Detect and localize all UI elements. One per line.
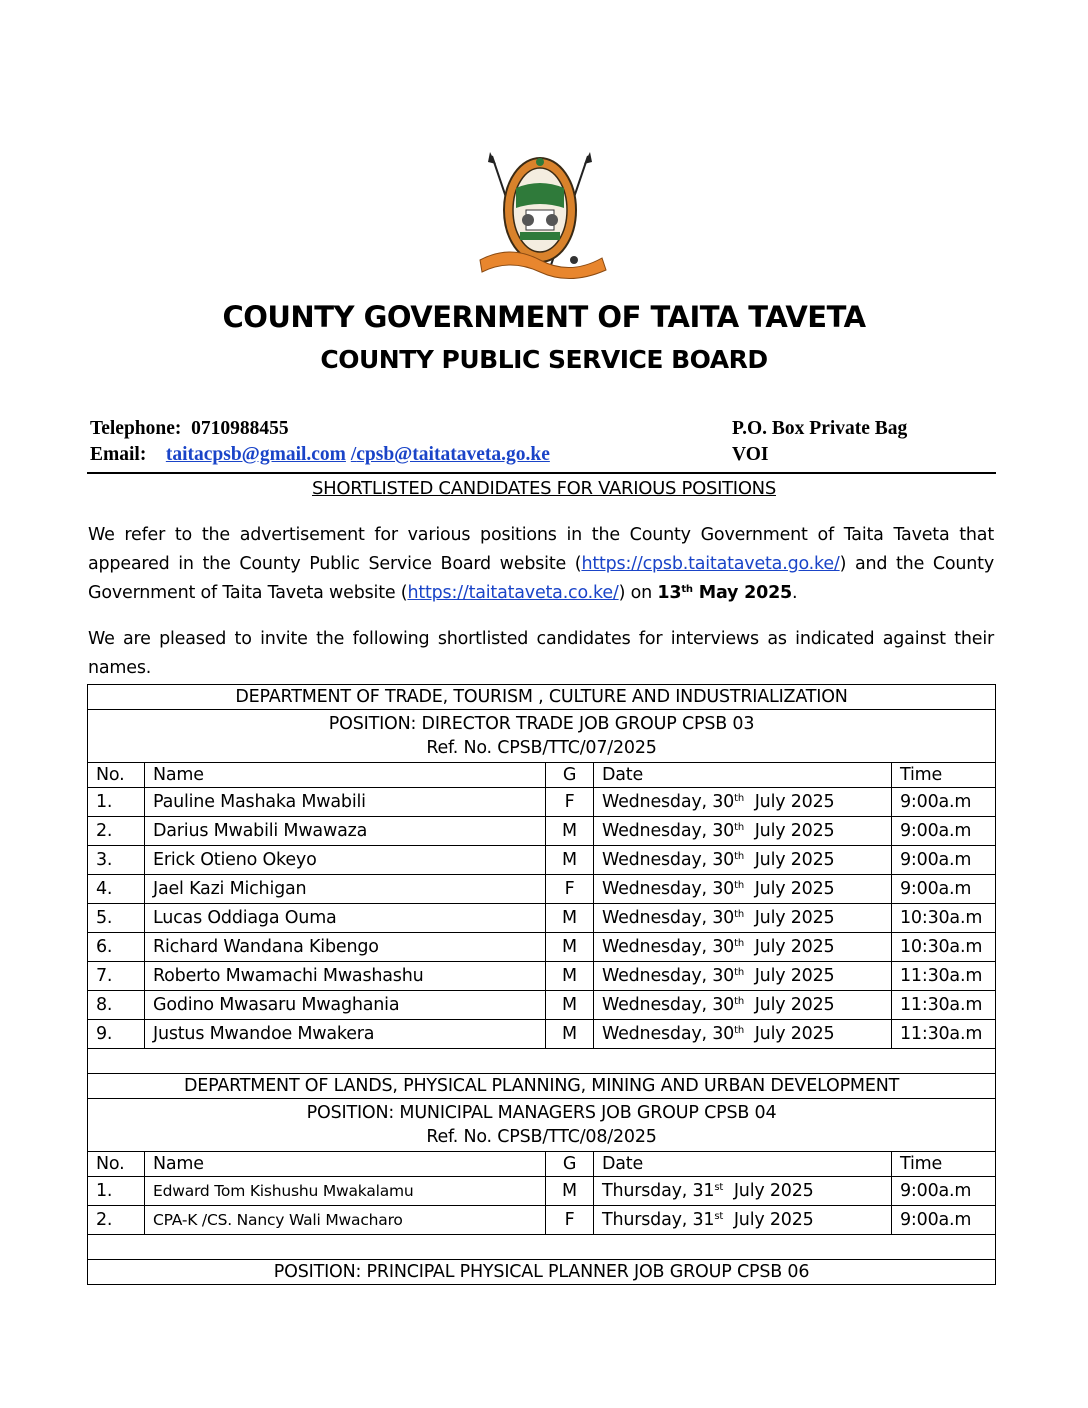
invite-paragraph: We are pleased to invite the following shortlisted candidates for interviews as indicated against their names.: [88, 629, 994, 678]
interview-time: 11:30a.m: [892, 962, 996, 991]
interview-month-year: July 2025: [754, 1024, 835, 1044]
intro-text-b: ) and the County Government of Taita Taveta website (: [88, 554, 994, 603]
telephone-line: [90, 418, 289, 440]
day-suffix: th: [734, 851, 744, 862]
col-gender: G: [546, 763, 594, 788]
candidate-name: CPA-K /CS. Nancy Wali Mwacharo: [145, 1206, 546, 1235]
table-row: [88, 933, 996, 962]
interview-month-year: July 2025: [754, 966, 835, 986]
interview-day: Wednesday, 30: [602, 821, 735, 841]
interview-month-year: July 2025: [754, 879, 835, 899]
candidate-gender: F: [546, 875, 594, 904]
candidate-gender: M: [546, 962, 594, 991]
col-name: Name: [145, 1152, 546, 1177]
candidate-gender: M: [546, 1177, 594, 1206]
row-number: 7.: [88, 962, 145, 991]
spacer-row: [88, 1235, 996, 1260]
interview-day: Wednesday, 30: [602, 879, 735, 899]
interview-month-year: July 2025: [754, 850, 835, 870]
county-coat-of-arms-logo: [470, 148, 610, 288]
intro-text-c: ) on: [618, 583, 658, 603]
col-date: Date: [594, 763, 892, 788]
candidate-name: Justus Mwandoe Mwakera: [145, 1020, 546, 1049]
section1-position: POSITION: DIRECTOR TRADE JOB GROUP CPSB 03: [328, 714, 755, 734]
candidate-name: Edward Tom Kishushu Mwakalamu: [145, 1177, 546, 1206]
interview-date: [594, 788, 892, 817]
interview-date: [594, 817, 892, 846]
telephone-number: 0710988455: [191, 418, 289, 439]
day-suffix: th: [734, 793, 744, 804]
candidate-name: Jael Kazi Michigan: [145, 875, 546, 904]
day-suffix: th: [734, 880, 744, 891]
intro-paragraph: [88, 521, 994, 608]
advert-month-year: May 2025: [692, 583, 793, 603]
interview-day: Wednesday, 30: [602, 850, 735, 870]
interview-day: Wednesday, 30: [602, 937, 735, 957]
table-row: [88, 846, 996, 875]
advert-day: 13: [657, 583, 682, 603]
interview-date: [594, 1177, 892, 1206]
interview-date: [594, 991, 892, 1020]
day-suffix: st: [714, 1211, 724, 1222]
email-link-gmail[interactable]: taitacpsb@gmail.com: [165, 444, 346, 465]
candidate-name: Lucas Oddiaga Ouma: [145, 904, 546, 933]
interview-day: Thursday, 31: [602, 1181, 715, 1201]
section1-department: DEPARTMENT OF TRADE, TOURISM , CULTURE AND INDUSTRIALIZATION: [88, 685, 996, 710]
day-suffix: th: [734, 938, 744, 949]
col-no: No.: [88, 1152, 145, 1177]
interview-month-year: July 2025: [733, 1210, 814, 1230]
advert-day-suffix: th: [681, 584, 693, 595]
candidate-gender: F: [546, 1206, 594, 1235]
interview-day: Wednesday, 30: [602, 908, 735, 928]
county-coat-of-arms-icon: [470, 148, 610, 288]
row-number: 1.: [88, 1177, 145, 1206]
candidate-name: Erick Otieno Okeyo: [145, 846, 546, 875]
section1-column-header: [88, 763, 996, 788]
col-name: Name: [145, 763, 546, 788]
interview-month-year: July 2025: [733, 1181, 814, 1201]
interview-time: 9:00a.m: [892, 1177, 996, 1206]
county-website-link[interactable]: https://taitataveta.co.ke/: [407, 583, 619, 603]
candidate-gender: M: [546, 933, 594, 962]
table-row: [88, 1177, 996, 1206]
interview-month-year: July 2025: [754, 821, 835, 841]
day-suffix: th: [734, 909, 744, 920]
candidate-gender: M: [546, 904, 594, 933]
table-row: [88, 904, 996, 933]
row-number: 3.: [88, 846, 145, 875]
telephone-label: Telephone:: [90, 418, 182, 439]
table-row: [88, 875, 996, 904]
candidate-gender: M: [546, 817, 594, 846]
interview-day: Thursday, 31: [602, 1210, 715, 1230]
col-time: Time: [892, 763, 996, 788]
section1-position-block: [88, 710, 996, 763]
page-title: COUNTY GOVERNMENT OF TAITA TAVETA: [222, 300, 866, 334]
section1-ref: Ref. No. CPSB/TTC/07/2025: [426, 738, 657, 758]
header-divider: [87, 472, 996, 474]
table-row: [88, 1206, 996, 1235]
col-date: Date: [594, 1152, 892, 1177]
candidate-name: Darius Mwabili Mwawaza: [145, 817, 546, 846]
day-suffix: th: [734, 1025, 744, 1036]
col-gender: G: [546, 1152, 594, 1177]
table-row: [88, 817, 996, 846]
row-number: 9.: [88, 1020, 145, 1049]
spacer-row: [88, 1049, 996, 1074]
interview-date: [594, 933, 892, 962]
table-row: [88, 962, 996, 991]
interview-day: Wednesday, 30: [602, 1024, 735, 1044]
interview-time: 9:00a.m: [892, 875, 996, 904]
interview-time: 9:00a.m: [892, 817, 996, 846]
row-number: 1.: [88, 788, 145, 817]
intro-text-end: .: [792, 583, 798, 603]
candidate-name: Roberto Mwamachi Mwashashu: [145, 962, 546, 991]
interview-date: [594, 846, 892, 875]
interview-time: 9:00a.m: [892, 846, 996, 875]
row-number: 6.: [88, 933, 145, 962]
candidate-gender: F: [546, 788, 594, 817]
row-number: 4.: [88, 875, 145, 904]
row-number: 2.: [88, 1206, 145, 1235]
interview-time: 9:00a.m: [892, 1206, 996, 1235]
candidate-name: Richard Wandana Kibengo: [145, 933, 546, 962]
interview-time: 9:00a.m: [892, 788, 996, 817]
table-row: [88, 788, 996, 817]
interview-time: 11:30a.m: [892, 1020, 996, 1049]
interview-day: Wednesday, 30: [602, 995, 735, 1015]
email-separator: /: [350, 444, 357, 465]
interview-month-year: July 2025: [754, 995, 835, 1015]
interview-day: Wednesday, 30: [602, 792, 735, 812]
interview-date: [594, 904, 892, 933]
candidate-gender: M: [546, 991, 594, 1020]
section2-position-block: [88, 1099, 996, 1152]
section2-column-header: [88, 1152, 996, 1177]
candidate-name: Pauline Mashaka Mwabili: [145, 788, 546, 817]
cpsb-website-link[interactable]: https://cpsb.taitataveta.go.ke/: [581, 554, 840, 574]
table-row: [88, 1020, 996, 1049]
table-row: [88, 991, 996, 1020]
interview-day: Wednesday, 30: [602, 966, 735, 986]
day-suffix: th: [734, 996, 744, 1007]
interview-date: [594, 875, 892, 904]
interview-month-year: July 2025: [754, 908, 835, 928]
email-link-official[interactable]: cpsb@taitataveta.go.ke: [356, 444, 550, 465]
row-number: 5.: [88, 904, 145, 933]
interview-date: [594, 1020, 892, 1049]
section2-position: POSITION: MUNICIPAL MANAGERS JOB GROUP CPSB 04: [306, 1103, 777, 1123]
col-no: No.: [88, 763, 145, 788]
day-suffix: th: [734, 967, 744, 978]
col-time: Time: [892, 1152, 996, 1177]
row-number: 2.: [88, 817, 145, 846]
candidate-name: Godino Mwasaru Mwaghania: [145, 991, 546, 1020]
shortlist-table: [87, 684, 996, 1285]
email-line: [90, 444, 550, 466]
email-label: Email:: [90, 444, 147, 465]
section3-position: POSITION: PRINCIPAL PHYSICAL PLANNER JOB GROUP CPSB 06: [88, 1260, 996, 1285]
section2-department: DEPARTMENT OF LANDS, PHYSICAL PLANNING, MINING AND URBAN DEVELOPMENT: [88, 1074, 996, 1099]
intro-text-a: We refer to the advertisement for various positions in the County Government of Taita Taveta that appeared in the County Public Service Board website (: [88, 525, 994, 574]
candidate-gender: M: [546, 1020, 594, 1049]
day-suffix: th: [734, 822, 744, 833]
day-suffix: st: [714, 1182, 724, 1193]
interview-time: 11:30a.m: [892, 991, 996, 1020]
section2-ref: Ref. No. CPSB/TTC/08/2025: [426, 1127, 657, 1147]
interview-time: 10:30a.m: [892, 933, 996, 962]
notice-heading: SHORTLISTED CANDIDATES FOR VARIOUS POSITIONS: [312, 478, 776, 499]
postal-town: VOI: [732, 444, 769, 465]
interview-time: 10:30a.m: [892, 904, 996, 933]
page-subtitle: COUNTY PUBLIC SERVICE BOARD: [320, 345, 768, 374]
interview-date: [594, 962, 892, 991]
interview-month-year: July 2025: [754, 937, 835, 957]
row-number: 8.: [88, 991, 145, 1020]
interview-date: [594, 1206, 892, 1235]
candidate-gender: M: [546, 846, 594, 875]
interview-month-year: July 2025: [754, 792, 835, 812]
postal-address: P.O. Box Private Bag: [732, 418, 908, 439]
